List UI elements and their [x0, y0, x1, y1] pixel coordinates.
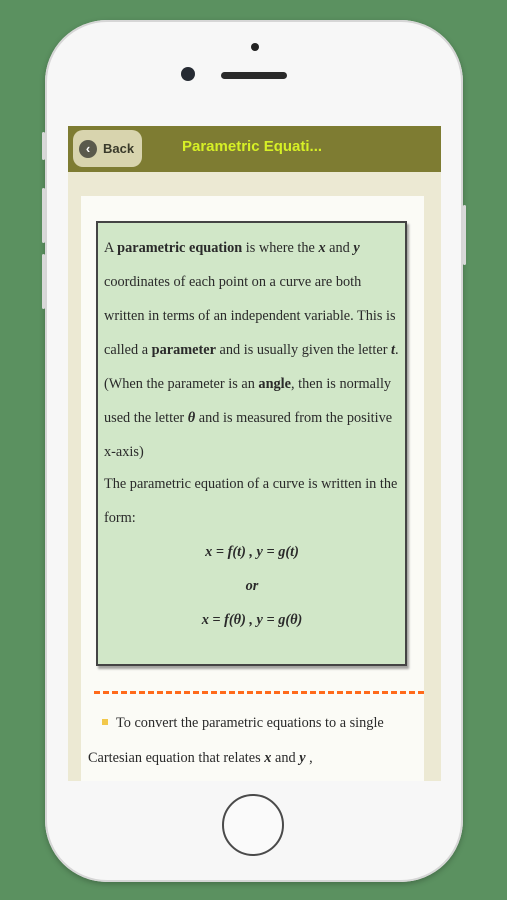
- definition-text: A parametric equation is where the x and y coordinates of each point on a curve are both written in terms of an independent variable. This is called a parameter and is usually given the letter t. (When the parameter is an angle, then is normally used the letter θ and is measured from the positive x-axis): [104, 240, 399, 460]
- top-bar: [68, 126, 441, 172]
- chevron-left-icon: ‹: [79, 140, 97, 158]
- home-button[interactable]: [222, 794, 284, 856]
- proximity-sensor: [251, 43, 259, 51]
- mute-switch: [42, 132, 45, 160]
- bullet-icon: [102, 719, 108, 725]
- form-intro-text: The parametric equation of a curve is written in the form:: [104, 476, 398, 526]
- back-label: Back: [103, 141, 135, 156]
- front-camera: [181, 67, 195, 81]
- power-button: [463, 205, 466, 265]
- equation-1: x = f(t) , y = g(t): [205, 544, 299, 560]
- earpiece-speaker: [221, 72, 287, 79]
- content-area: [81, 196, 424, 781]
- app-screen: [68, 126, 441, 781]
- dashed-divider: [94, 691, 424, 694]
- volume-up-button: [42, 188, 45, 243]
- convert-text: To convert the parametric equations to a single Cartesian equation that relates x and y ,: [88, 715, 384, 766]
- or-label: or: [245, 578, 259, 594]
- page-title: Parametric Equati...: [182, 138, 323, 155]
- back-button[interactable]: [73, 130, 142, 167]
- equation-2: x = f(θ) , y = g(θ): [201, 612, 303, 628]
- definition-box: [96, 221, 407, 666]
- volume-down-button: [42, 254, 45, 309]
